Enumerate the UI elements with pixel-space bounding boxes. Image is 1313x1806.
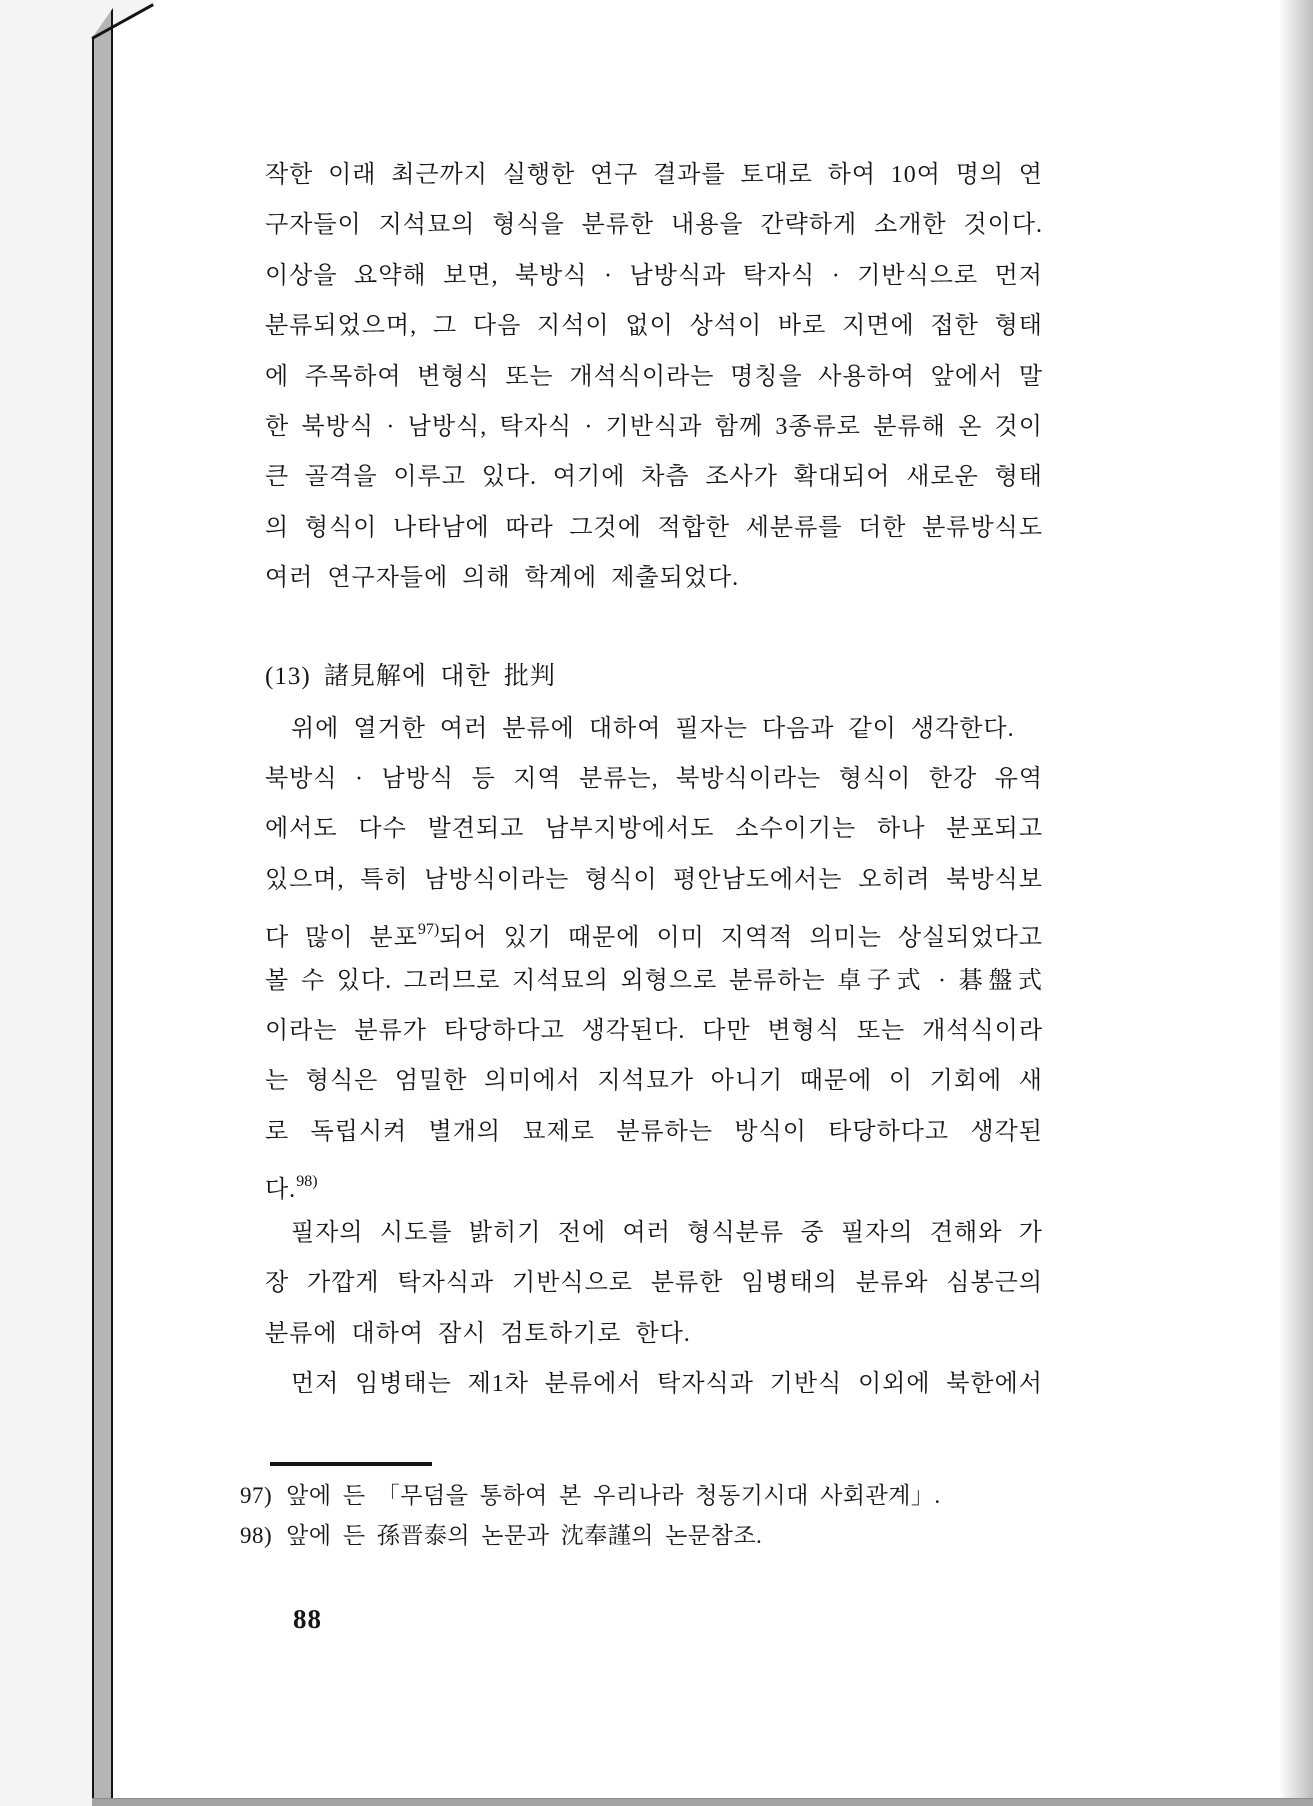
paragraph-5 [265,1359,1043,1409]
body-line: 장 가깝게 탁자식과 기반식으로 분류한 임병태의 분류와 심봉근의 [265,1270,1043,1297]
body-line: 의 형식이 나타남에 따라 그것에 적합한 세분류를 더한 분류방식도 [265,514,1043,541]
paragraph-2 [265,704,1043,754]
body-line: 먼저 임병태는 제1차 분류에서 탁자식과 기반식 이외에 북한에서 [291,1371,1043,1397]
footnote-ref-97: 97) [417,921,440,939]
body-line: 한 북방식 · 남방식, 탁자식 · 기반식과 함께 3종류로 분류해 온 것이 [265,413,1043,440]
book-spine-edge [92,0,113,1798]
body-line-with-ref [265,905,1043,955]
footnote-text: 앞에 든 孫晋泰의 논문과 沈奉謹의 논문참조. [286,1523,763,1548]
body-line: 분류에 대하여 잠시 검토하기로 한다. [265,1320,691,1347]
page-surface [113,0,1313,1798]
section-heading: (13) 諸見解에 대한 批判 [265,663,556,690]
footnote-marker: 97) [240,1483,273,1508]
body-line: 작한 이래 최근까지 실행한 연구 결과를 토대로 하여 10여 명의 연 [265,162,1043,188]
body-line: 여러 연구자들에 의해 학계에 제출되었다. [265,565,740,592]
body-line: 있으며, 특히 남방식이라는 형식이 평안남도에서는 오히려 북방식보 [265,866,1043,893]
body-line: 큰 골격을 이루고 있다. 여기에 차츰 조사가 확대되어 새로운 형태 [265,464,1043,491]
body-line: 볼 수 있다. 그러므로 지석묘의 외형으로 분류하는 卓子式 · 碁盤式 [265,967,1043,994]
footnote-text: 앞에 든 「무덤을 통하여 본 우리나라 청동기시대 사회관계」. [286,1483,941,1508]
body-text: 되어 있기 때문에 이미 지역적 의미는 상실되었다고 [439,925,1043,952]
body-line: 에 주목하여 변형식 또는 개석식이라는 명칭을 사용하여 앞에서 말 [265,363,1043,390]
paragraph-3 [265,754,1043,1208]
page-right-curl-shadow [1279,0,1313,1798]
paragraph-1 [265,150,1043,604]
body-text: 다 많이 분포 [265,925,418,952]
page-number: 88 [293,1604,322,1634]
body-line: 는 형식은 엄밀한 의미에서 지석묘가 아니기 때문에 이 기회에 새 [265,1068,1043,1095]
body-line: 필자의 시도를 밝히기 전에 여러 형식분류 중 필자의 견해와 가 [291,1220,1043,1246]
paragraph-4 [265,1208,1043,1359]
body-line-with-ref [265,1157,1043,1207]
footnote-ref-98: 98) [296,1173,318,1191]
body-line: 이라는 분류가 타당하다고 생각된다. 다만 변형식 또는 개석식이라 [265,1017,1043,1044]
body-line: 분류되었으며, 그 다음 지석이 없이 상석이 바로 지면에 접한 형태 [265,313,1043,340]
body-text: 다. [265,1177,297,1204]
book-bottom-edge [92,1798,1313,1806]
footnote-marker: 98) [240,1523,273,1548]
body-line: 북방식 · 남방식 등 지역 분류는, 북방식이라는 형식이 한강 유역 [265,766,1043,792]
body-line: 이상을 요약해 보면, 북방식 · 남방식과 탁자식 · 기반식으로 먼저 [265,262,1043,289]
body-line: 에서도 다수 발견되고 남부지방에서도 소수이기는 하나 분포되고 [265,816,1043,843]
footnote [240,1476,1060,1516]
footnote [240,1516,1060,1556]
footnote-separator [270,1462,432,1466]
body-line: 로 독립시켜 별개의 묘제로 분류하는 방식이 타당하다고 생각된 [265,1118,1043,1145]
body-line: 위에 열거한 여러 분류에 대하여 필자는 다음과 같이 생각한다. [291,716,1015,742]
body-line: 구자들이 지석묘의 형식을 분류한 내용을 간략하게 소개한 것이다. [265,212,1043,239]
